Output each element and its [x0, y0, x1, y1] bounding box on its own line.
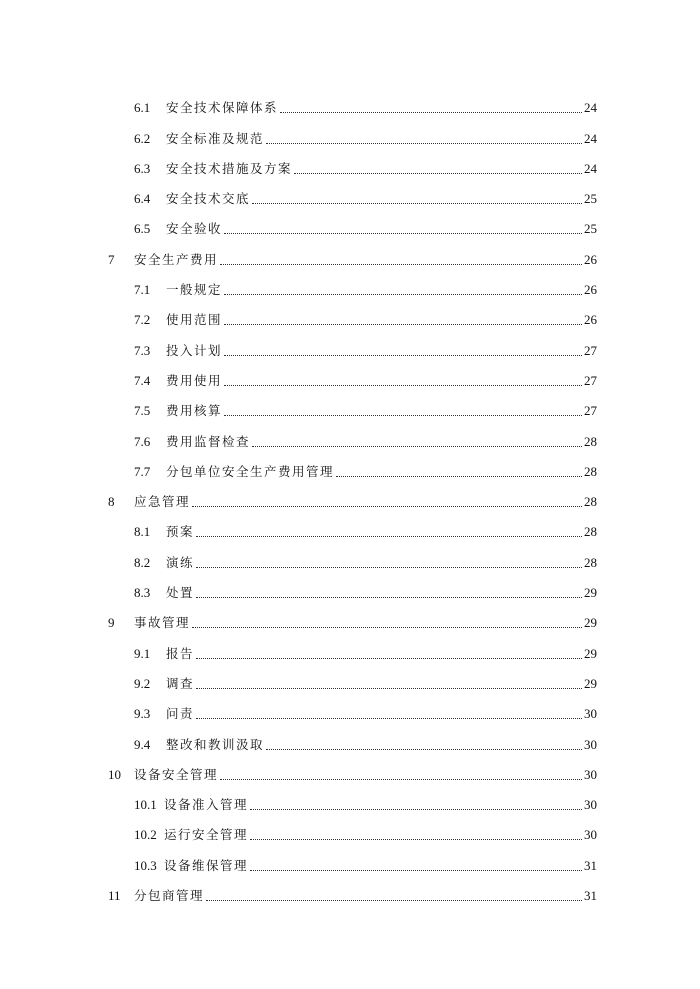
toc-section-entry[interactable]: [108, 298, 597, 328]
toc-entry-title: 费用使用: [166, 372, 223, 388]
toc-section-entry[interactable]: [108, 631, 597, 661]
toc-entry-title: 安全技术保障体系: [166, 100, 279, 116]
toc-chapter-entry[interactable]: [108, 601, 597, 631]
dot-leader: [250, 870, 582, 871]
toc-entry-page-number: 24: [584, 130, 597, 146]
toc-entry-title: 整改和教训汲取: [166, 736, 265, 752]
toc-entry-number: 9: [108, 615, 115, 631]
toc-entry-page-number: 30: [584, 736, 597, 752]
toc-entry-title: 分包单位安全生产费用管理: [166, 463, 335, 479]
toc-entry-page-number: 31: [584, 888, 597, 904]
toc-entry-number: 8.3: [134, 585, 151, 601]
toc-entry-title: 分包商管理: [134, 888, 205, 904]
dot-leader: [294, 173, 582, 174]
dot-leader: [192, 506, 582, 507]
dot-leader: [196, 536, 582, 537]
dot-leader: [206, 900, 582, 901]
toc-section-entry[interactable]: [108, 359, 597, 389]
toc-entry-number: 8: [108, 494, 115, 510]
toc-entry-page-number: 27: [584, 342, 597, 358]
toc-entry-page-number: 25: [584, 221, 597, 237]
toc-entry-number: 8.1: [134, 524, 151, 540]
toc-entry-number: 11: [108, 888, 121, 904]
dot-leader: [220, 264, 582, 265]
dot-leader: [252, 203, 582, 204]
dot-leader: [224, 233, 582, 234]
toc-section-entry[interactable]: [108, 147, 597, 177]
toc-chapter-entry[interactable]: [108, 874, 597, 904]
toc-section-entry[interactable]: [108, 116, 597, 146]
toc-entry-page-number: 28: [584, 554, 597, 570]
toc-entry-number: 9.4: [134, 736, 151, 752]
toc-section-entry[interactable]: [108, 843, 597, 873]
toc-chapter-entry[interactable]: [108, 237, 597, 267]
toc-entry-page-number: 26: [584, 282, 597, 298]
toc-section-entry[interactable]: [108, 389, 597, 419]
toc-entry-title: 设备准入管理: [164, 797, 249, 813]
toc-entry-page-number: 30: [584, 827, 597, 843]
dot-leader: [224, 385, 582, 386]
dot-leader: [250, 839, 582, 840]
dot-leader: [280, 112, 582, 113]
toc-entry-page-number: 31: [584, 857, 597, 873]
toc-section-entry[interactable]: [108, 328, 597, 358]
toc-entry-title: 设备安全管理: [134, 766, 219, 782]
dot-leader: [224, 294, 582, 295]
dot-leader: [252, 446, 582, 447]
toc-section-entry[interactable]: [108, 268, 597, 298]
toc-entry-page-number: 28: [584, 433, 597, 449]
toc-entry-title: 一般规定: [166, 282, 223, 298]
toc-chapter-entry[interactable]: [108, 753, 597, 783]
toc-entry-title: 安全技术措施及方案: [166, 160, 293, 176]
toc-entry-number: 6.2: [134, 130, 151, 146]
toc-entry-number: 10.2: [134, 827, 157, 843]
dot-leader: [196, 658, 582, 659]
toc-entry-number: 7.5: [134, 403, 151, 419]
toc-entry-number: 9.1: [134, 645, 151, 661]
toc-entry-title: 安全技术交底: [166, 191, 251, 207]
dot-leader: [196, 567, 582, 568]
toc-entry-page-number: 29: [584, 645, 597, 661]
toc-entry-page-number: 29: [584, 675, 597, 691]
toc-entry-title: 报告: [166, 645, 195, 661]
dot-leader: [250, 809, 582, 810]
toc-entry-number: 6.1: [134, 100, 151, 116]
toc-section-entry[interactable]: [108, 692, 597, 722]
toc-entry-title: 演练: [166, 554, 195, 570]
toc-entry-page-number: 27: [584, 403, 597, 419]
toc-entry-title: 设备维保管理: [164, 857, 249, 873]
toc-section-entry[interactable]: [108, 177, 597, 207]
toc-entry-page-number: 28: [584, 463, 597, 479]
toc-entry-number: 6.4: [134, 191, 151, 207]
toc-entry-number: 7.3: [134, 342, 151, 358]
toc-section-entry[interactable]: [108, 207, 597, 237]
toc-section-entry[interactable]: [108, 722, 597, 752]
dot-leader: [224, 355, 582, 356]
toc-entry-page-number: 24: [584, 100, 597, 116]
dot-leader: [224, 415, 582, 416]
toc-entry-page-number: 29: [584, 615, 597, 631]
toc-entry-page-number: 30: [584, 706, 597, 722]
toc-entry-number: 9.2: [134, 675, 151, 691]
dot-leader: [196, 597, 582, 598]
toc-section-entry[interactable]: [108, 783, 597, 813]
toc-entry-title: 应急管理: [134, 494, 191, 510]
toc-section-entry[interactable]: [108, 450, 597, 480]
toc-entry-title: 费用核算: [166, 403, 223, 419]
toc-entry-title: 事故管理: [134, 615, 191, 631]
toc-entry-page-number: 26: [584, 251, 597, 267]
toc-entry-page-number: 30: [584, 797, 597, 813]
toc-entry-page-number: 30: [584, 766, 597, 782]
toc-entry-page-number: 27: [584, 372, 597, 388]
toc-entry-title: 投入计划: [166, 342, 223, 358]
toc-entry-number: 10.3: [134, 857, 157, 873]
toc-entry-number: 9.3: [134, 706, 151, 722]
dot-leader: [196, 688, 582, 689]
dot-leader: [266, 143, 582, 144]
toc-entry-number: 7.6: [134, 433, 151, 449]
toc-section-entry[interactable]: [108, 540, 597, 570]
toc-entry-title: 安全生产费用: [134, 251, 219, 267]
toc-section-entry[interactable]: [108, 662, 597, 692]
toc-entry-title: 使用范围: [166, 312, 223, 328]
toc-entry-number: 8.2: [134, 554, 151, 570]
toc-section-entry[interactable]: [108, 813, 597, 843]
dot-leader: [336, 476, 582, 477]
toc-section-entry[interactable]: [108, 419, 597, 449]
toc-entry-title: 调查: [166, 675, 195, 691]
toc-entry-number: 7: [108, 251, 115, 267]
toc-entry-page-number: 25: [584, 191, 597, 207]
dot-leader: [196, 718, 582, 719]
toc-chapter-entry[interactable]: [108, 480, 597, 510]
toc-entry-title: 问责: [166, 706, 195, 722]
toc-section-entry[interactable]: [108, 86, 597, 116]
toc-entry-title: 预案: [166, 524, 195, 540]
toc-entry-number: 7.1: [134, 282, 151, 298]
toc-section-entry[interactable]: [108, 510, 597, 540]
table-of-contents: [108, 86, 597, 904]
toc-entry-page-number: 24: [584, 160, 597, 176]
toc-entry-title: 安全验收: [166, 221, 223, 237]
toc-entry-number: 10: [108, 766, 121, 782]
toc-entry-number: 6.5: [134, 221, 151, 237]
toc-entry-number: 7.7: [134, 463, 151, 479]
toc-entry-page-number: 28: [584, 524, 597, 540]
toc-entry-title: 费用监督检查: [166, 433, 251, 449]
toc-entry-page-number: 29: [584, 585, 597, 601]
toc-entry-title: 安全标准及规范: [166, 130, 265, 146]
dot-leader: [192, 627, 582, 628]
toc-entry-number: 7.2: [134, 312, 151, 328]
toc-entry-title: 运行安全管理: [164, 827, 249, 843]
toc-entry-title: 处置: [166, 585, 195, 601]
toc-entry-page-number: 26: [584, 312, 597, 328]
toc-entry-page-number: 28: [584, 494, 597, 510]
toc-entry-number: 7.4: [134, 372, 151, 388]
toc-entry-number: 10.1: [134, 797, 157, 813]
dot-leader: [220, 779, 582, 780]
toc-entry-number: 6.3: [134, 160, 151, 176]
dot-leader: [266, 749, 582, 750]
toc-section-entry[interactable]: [108, 571, 597, 601]
dot-leader: [224, 324, 582, 325]
